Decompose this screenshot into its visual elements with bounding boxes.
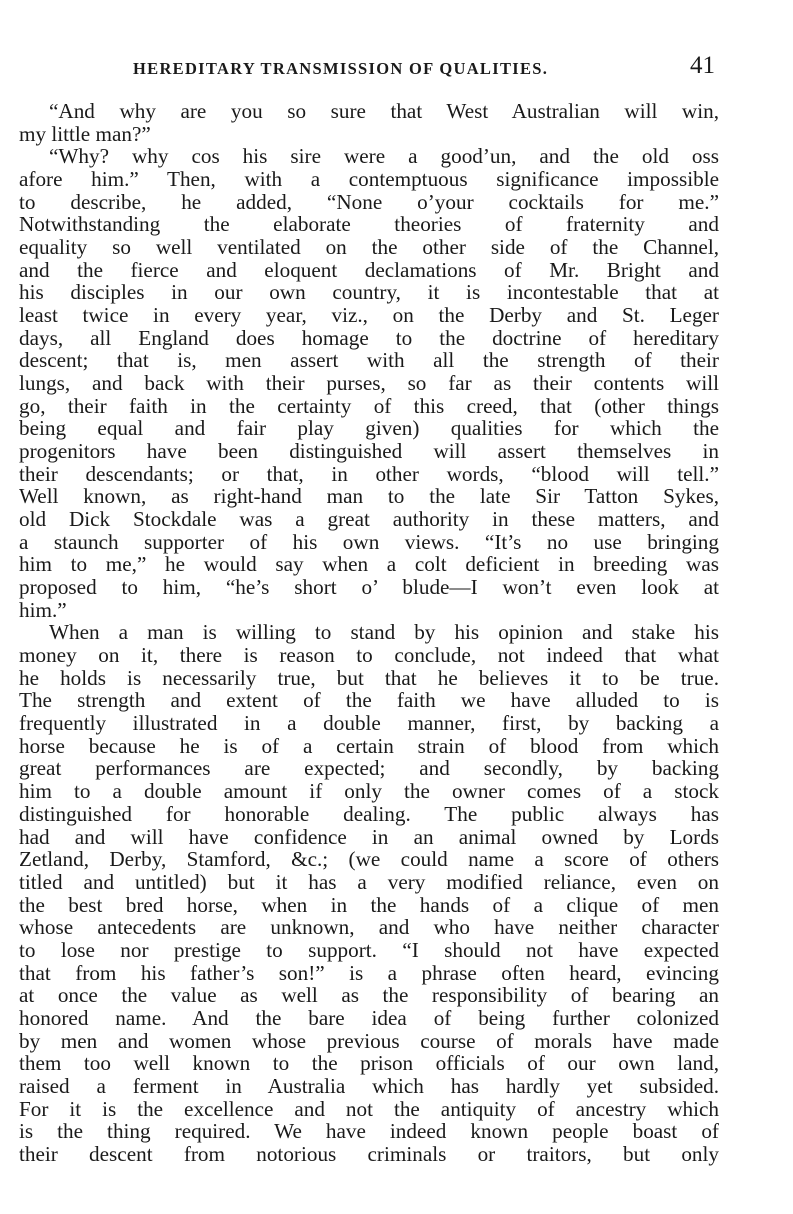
text-line: his disciples in our own country, it is incontestable that at: [19, 280, 719, 305]
text-line: For it is the excellence and not the antiquity of ancestry which: [19, 1096, 719, 1121]
running-head: HEREDITARY TRANSMISSION OF QUALITIES.: [133, 59, 549, 78]
text-line: to describe, he added, “None o’your cocktails for me.”: [19, 189, 719, 214]
body-text: [19, 100, 719, 1166]
page-number: 41: [690, 52, 715, 79]
text-line: raised a ferment in Australia which has hardly yet subsided.: [19, 1073, 719, 1098]
text-line: distinguished for honorable dealing. The public always has: [19, 801, 719, 826]
text-line: the best bred horse, when in the hands of a clique of men: [19, 892, 719, 917]
text-line: afore him.” Then, with a contemptuous significance impossible: [19, 167, 719, 192]
text-line: progenitors have been distinguished will assert themselves in: [19, 439, 719, 464]
text-line: being equal and fair play given) qualities for which the: [19, 416, 719, 441]
text-line: honored name. And the bare idea of being further colonized: [19, 1005, 719, 1030]
text-line: Notwithstanding the elaborate theories of fraternity and: [19, 212, 719, 237]
text-line: go, their faith in the certainty of this creed, that (other things: [19, 393, 719, 418]
text-line: whose antecedents are unknown, and who have neither character: [19, 915, 719, 940]
text-line: had and will have confidence in an animal owned by Lords: [19, 824, 719, 849]
text-line: money on it, there is reason to conclude, not indeed that what: [19, 643, 719, 668]
text-line: descent; that is, men assert with all the strength of their: [19, 348, 719, 373]
text-line: When a man is willing to stand by his opinion and stake his: [49, 620, 719, 645]
text-line: great performances are expected; and secondly, by backing: [19, 756, 719, 781]
text-line: him.”: [19, 597, 67, 622]
text-line: proposed to him, “he’s short o’ blude—I won’t even look at: [19, 575, 719, 600]
text-line: him to me,” he would say when a colt deficient in breeding was: [19, 552, 719, 577]
text-line: their descent from notorious criminals or traitors, but only: [19, 1141, 719, 1166]
text-line: a staunch supporter of his own views. “It’s no use bringing: [19, 529, 719, 554]
text-line: titled and untitled) but it has a very modified reliance, even on: [19, 869, 719, 894]
text-line: their descendants; or that, in other words, “blood will tell.”: [19, 461, 719, 486]
text-line: and the fierce and eloquent declamations of Mr. Bright and: [19, 257, 719, 282]
text-line: old Dick Stockdale was a great authority in these matters, and: [19, 507, 719, 532]
text-line: “And why are you so sure that West Australian will win,: [49, 99, 719, 123]
text-line: to lose nor prestige to support. “I should not have expected: [19, 937, 719, 962]
text-line: horse because he is of a certain strain of blood from which: [19, 733, 719, 758]
text-line: my little man?”: [19, 121, 151, 146]
text-line: Well known, as right-hand man to the late Sir Tatton Sykes,: [19, 484, 719, 509]
text-line: them too well known to the prison officials of our own land,: [19, 1051, 719, 1076]
text-line: that from his father’s son!” is a phrase often heard, evincing: [19, 960, 719, 985]
text-line: equality so well ventilated on the other side of the Channel,: [19, 235, 719, 260]
text-line: least twice in every year, viz., on the Derby and St. Leger: [19, 303, 719, 328]
page-header: [0, 52, 793, 84]
text-line: Zetland, Derby, Stamford, &c.; (we could name a score of others: [19, 847, 719, 872]
text-line: “Why? why cos his sire were a good’un, and the old oss: [49, 144, 719, 169]
text-line: days, all England does homage to the doctrine of hereditary: [19, 325, 719, 350]
text-line: The strength and extent of the faith we have alluded to is: [19, 688, 719, 713]
text-line: he holds is necessarily true, but that he believes it to be true.: [19, 665, 719, 690]
text-line: him to a double amount if only the owner comes of a stock: [19, 779, 719, 804]
text-line: lungs, and back with their purses, so far as their contents will: [19, 371, 719, 396]
text-line: at once the value as well as the responsibility of bearing an: [19, 983, 719, 1008]
text-line: is the thing required. We have indeed known people boast of: [19, 1119, 719, 1144]
text-line: frequently illustrated in a double manner, first, by backing a: [19, 711, 719, 736]
text-line: by men and women whose previous course of morals have made: [19, 1028, 719, 1053]
